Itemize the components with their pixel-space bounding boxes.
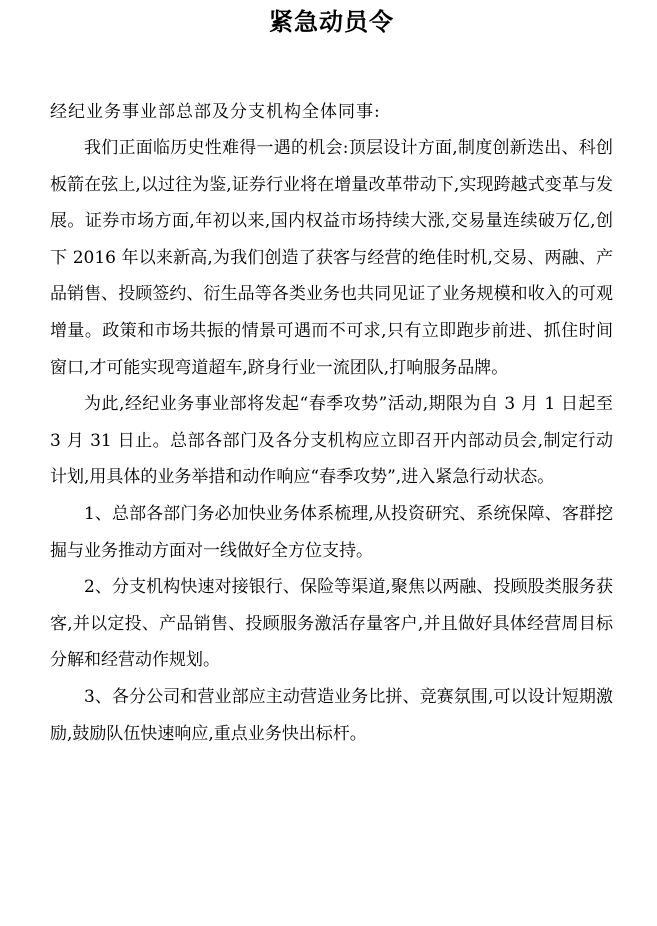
paragraph-opportunity: 我们正面临历史性难得一遇的机会:顶层设计方面,制度创新迭出、科创板箭在弦上,以过往为鉴,证券行业将在增量改革带动下,实现跨越式变革与发展。证券市场方面,年初以来,国内权益市场持续大涨,交易量连续破万亿,创下 2016 年以来新高,为我们创造了获客与经营的绝佳时机,交易、两融、产品销售、投顾签约、衍生品等各类业务也共同见证了业务规模和收入的可观增量。政策和市场共振的情景可遇而不可求,只有立即跑步前进、抓住时间窗口,才可能实现弯道超车,跻身行业一流团队,打响服务品牌。	[50, 138, 613, 378]
paragraph-item-3: 3、各分公司和营业部应主动营造业务比拼、竞赛氛围,可以设计短期激励,鼓励队伍快速响应,重点业务快出标杆。	[50, 686, 613, 744]
document-title: 紧急动员令	[269, 7, 394, 36]
salutation: 经纪业务事业部总部及分支机构全体同事:	[50, 102, 381, 122]
paragraph-item-1: 1、总部各部门务必加快业务体系梳理,从投资研究、系统保障、客群挖掘与业务推动方面对一线做好全方位支持。	[50, 503, 613, 561]
paragraph-spring-offensive: 为此,经纪业务事业部将发起“春季攻势”活动,期限为自 3 月 1 日起至 3 月 31 日止。总部各部门及各分支机构应立即召开内部动员会,制定行动计划,用具体的业务举措和动作响应“春季攻势”,进入紧急行动状态。	[50, 394, 613, 488]
paragraph-item-2: 2、分支机构快速对接银行、保险等渠道,聚焦以两融、投顾股类服务获客,并以定投、产品销售、投顾服务激活存量客户,并且做好具体经营周目标分解和经营动作规划。	[50, 577, 613, 671]
